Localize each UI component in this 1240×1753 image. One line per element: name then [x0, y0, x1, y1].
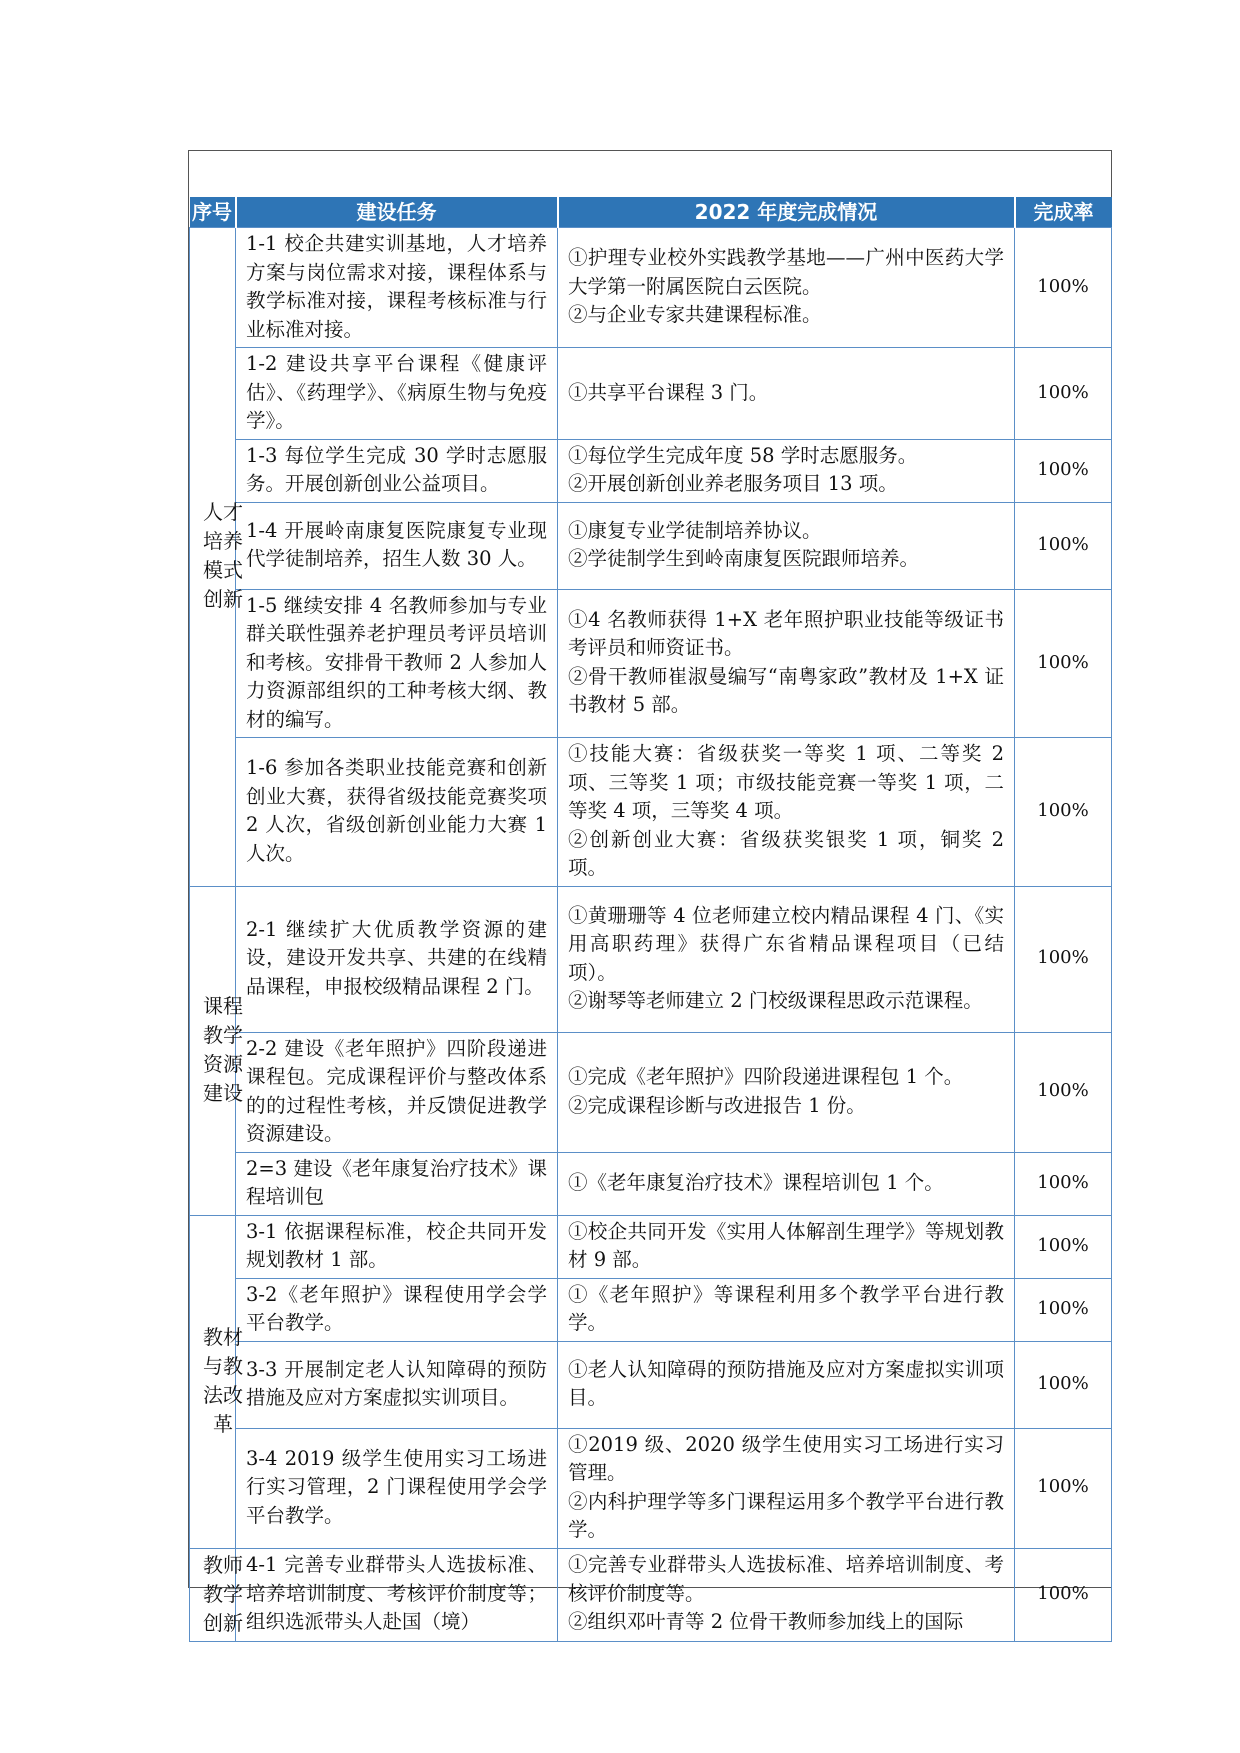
task-cell: 1-6 参加各类职业技能竞赛和创新创业大赛，获得省级技能竞赛奖项 2 人次，省级创新创业能力大赛 1 人次。: [236, 738, 558, 887]
completion-cell: ①《老年康复治疗技术》课程培训包 1 个。: [558, 1152, 1015, 1215]
task-cell: 1-4 开展岭南康复医院康复专业现代学徒制培养，招生人数 30 人。: [236, 502, 558, 589]
task-cell: 3-3 开展制定老人认知障碍的预防措施及应对方案虚拟实训项目。: [236, 1341, 558, 1428]
header-task: 建设任务: [236, 197, 558, 228]
rate-cell: 100%: [1015, 228, 1112, 348]
table-row: [190, 589, 1112, 738]
completion-cell: ①完成《老年照护》四阶段递进课程包 1 个。 ②完成课程诊断与改进报告 1 份。: [558, 1032, 1015, 1152]
rate-cell: 100%: [1015, 1278, 1112, 1341]
table-row: [190, 1428, 1112, 1548]
table-row: [190, 1152, 1112, 1215]
rate-cell: 100%: [1015, 1341, 1112, 1428]
task-cell: 3-1 依据课程标准，校企共同开发规划教材 1 部。: [236, 1215, 558, 1278]
table-row: [190, 1278, 1112, 1341]
rate-cell: 100%: [1015, 1428, 1112, 1548]
completion-cell: ①2019 级、2020 级学生使用实习工场进行实习管理。 ②内科护理学等多门课程运用多个教学平台进行教学。: [558, 1428, 1015, 1548]
completion-cell: ①康复专业学徒制培养协议。 ②学徒制学生到岭南康复医院跟师培养。: [558, 502, 1015, 589]
table-row: [190, 1215, 1112, 1278]
rate-cell: 100%: [1015, 738, 1112, 887]
task-cell: 3-2《老年照护》课程使用学会学平台教学。: [236, 1278, 558, 1341]
rate-cell: 100%: [1015, 589, 1112, 738]
task-cell: 1-1 校企共建实训基地，人才培养方案与岗位需求对接，课程体系与教学标准对接，课程考核标准与行业标准对接。: [236, 228, 558, 348]
table-row: [190, 1032, 1112, 1152]
table-row: [190, 886, 1112, 1032]
rate-cell: 100%: [1015, 1548, 1112, 1641]
table-row: [190, 439, 1112, 502]
rate-cell: 100%: [1015, 348, 1112, 440]
category-cell: 课程教学资源建设: [190, 886, 236, 1215]
completion-cell: ①校企共同开发《实用人体解剖生理学》等规划教材 9 部。: [558, 1215, 1015, 1278]
construction-task-table: [189, 197, 1112, 1642]
rate-cell: 100%: [1015, 886, 1112, 1032]
table-row: [190, 1341, 1112, 1428]
completion-cell: ①技能大赛：省级获奖一等奖 1 项、二等奖 2 项、三等奖 1 项；市级技能竞赛一等奖 1 项，二等奖 4 项，三等奖 4 项。 ②创新创业大赛：省级获奖银奖 1 项，铜奖 2 项。: [558, 738, 1015, 887]
task-cell: 1-2 建设共享平台课程《健康评估》、《药理学》、《病原生物与免疫学》。: [236, 348, 558, 440]
table-row: [190, 228, 1112, 348]
category-cell: 人才培养模式创新: [190, 228, 236, 887]
completion-cell: ①完善专业群带头人选拔标准、培养培训制度、考核评价制度等。 ②组织邓叶青等 2 位骨干教师参加线上的国际: [558, 1548, 1015, 1641]
rate-cell: 100%: [1015, 1152, 1112, 1215]
task-cell: 3-4 2019 级学生使用实习工场进行实习管理，2 门课程使用学会学平台教学。: [236, 1428, 558, 1548]
table-header-row: [190, 197, 1112, 228]
task-cell: 2=3 建设《老年康复治疗技术》课程培训包: [236, 1152, 558, 1215]
completion-cell: ①护理专业校外实践教学基地——广州中医药大学大学第一附属医院白云医院。 ②与企业专家共建课程标准。: [558, 228, 1015, 348]
rate-cell: 100%: [1015, 1215, 1112, 1278]
task-cell: 2-1 继续扩大优质教学资源的建设，建设开发共享、共建的在线精品课程，申报校级精品课程 2 门。: [236, 886, 558, 1032]
header-rate: 完成率: [1015, 197, 1112, 228]
completion-cell: ①每位学生完成年度 58 学时志愿服务。 ②开展创新创业养老服务项目 13 项。: [558, 439, 1015, 502]
table-row: [190, 738, 1112, 887]
header-completion: 2022 年度完成情况: [558, 197, 1015, 228]
task-cell: 1-5 继续安排 4 名教师参加与专业群关联性强养老护理员考评员培训和考核。安排骨干教师 2 人参加人力资源部组织的工种考核大纲、教材的编写。: [236, 589, 558, 738]
table-row: [190, 1548, 1112, 1641]
task-cell: 2-2 建设《老年照护》四阶段递进课程包。完成课程评价与整改体系的的过程性考核，并反馈促进教学资源建设。: [236, 1032, 558, 1152]
rate-cell: 100%: [1015, 1032, 1112, 1152]
completion-cell: ①老人认知障碍的预防措施及应对方案虚拟实训项目。: [558, 1341, 1015, 1428]
completion-cell: ①4 名教师获得 1+X 老年照护职业技能等级证书考评员和师资证书。 ②骨干教师崔淑曼编写“南粤家政”教材及 1+X 证书教材 5 部。: [558, 589, 1015, 738]
category-cell: 教材与教法改革: [190, 1215, 236, 1548]
header-index: 序号: [190, 197, 236, 228]
completion-cell: ①黄珊珊等 4 位老师建立校内精品课程 4 门、《实用高职药理》获得广东省精品课程项目（已结项）。 ②谢琴等老师建立 2 门校级课程思政示范课程。: [558, 886, 1015, 1032]
category-cell: 教师教学创新: [190, 1548, 236, 1641]
rate-cell: 100%: [1015, 439, 1112, 502]
task-cell: 1-3 每位学生完成 30 学时志愿服务。开展创新创业公益项目。: [236, 439, 558, 502]
completion-cell: ①共享平台课程 3 门。: [558, 348, 1015, 440]
table-row: [190, 502, 1112, 589]
completion-cell: ①《老年照护》等课程利用多个教学平台进行教学。: [558, 1278, 1015, 1341]
rate-cell: 100%: [1015, 502, 1112, 589]
table-row: [190, 348, 1112, 440]
task-cell: 4-1 完善专业群带头人选拔标准、培养培训制度、考核评价制度等；组织选派带头人赴国（境）: [236, 1548, 558, 1641]
